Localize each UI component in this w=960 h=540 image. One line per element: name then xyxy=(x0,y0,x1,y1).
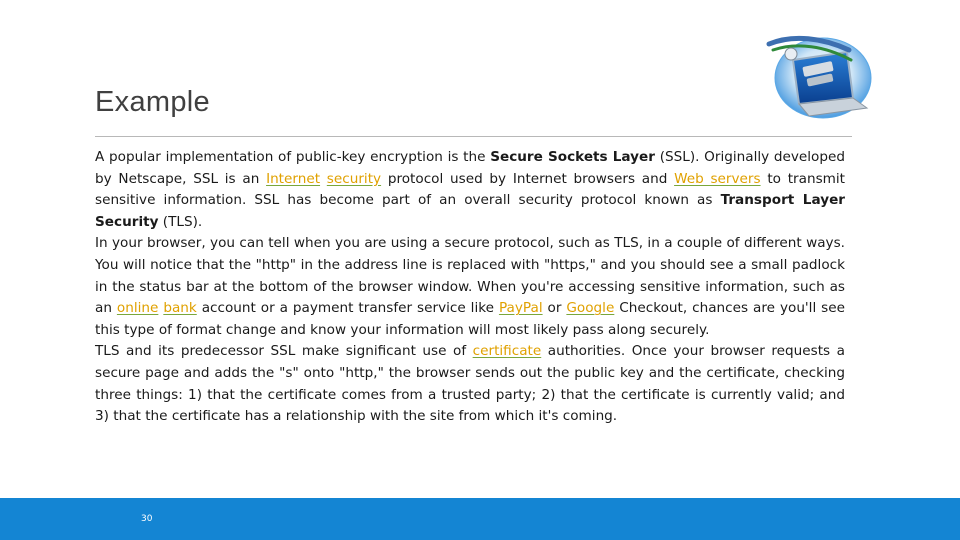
text-span xyxy=(320,171,327,187)
link-bank[interactable]: bank xyxy=(163,300,197,317)
term-transport-layer-security: Transport Layer Security xyxy=(95,192,845,230)
title-divider xyxy=(95,136,852,137)
footer-bar xyxy=(0,498,960,540)
link-paypal[interactable]: PayPal xyxy=(498,300,543,317)
text-span: A popular implementation of public-key encryption is the xyxy=(95,149,491,165)
term-secure-sockets-layer: Secure Sockets Layer xyxy=(490,149,655,165)
link-google[interactable]: Google xyxy=(566,300,615,317)
link-certificate[interactable]: certificate xyxy=(472,343,542,360)
text-span: TLS and its predecessor SSL make significant use of xyxy=(95,343,473,360)
text-span: or xyxy=(542,300,567,317)
text-span: protocol used by Internet browsers and xyxy=(381,170,675,187)
secure-network-laptop-icon xyxy=(763,30,875,120)
text-span: (SSL). Originally developed by Netscape, SSL is an xyxy=(95,149,845,187)
page-number: 30 xyxy=(141,514,153,524)
link-online[interactable]: online xyxy=(116,300,159,317)
text-span: account or a payment transfer service like xyxy=(196,300,499,317)
paragraph-browser-indicators xyxy=(95,233,845,341)
link-security[interactable]: security xyxy=(326,170,382,187)
link-web-servers[interactable]: Web servers xyxy=(674,170,761,187)
slide-title: Example xyxy=(95,86,210,118)
paragraph-certificates xyxy=(95,341,845,427)
text-span: In your browser, you can tell when you are using a secure protocol, such as TLS, in a couple of different ways. You will notice that the "http" in the address line is replaced with "https," and you should see a small padlock in the status bar at the bottom of the browser window. When you're accessing sensitive information, such as an xyxy=(95,235,845,317)
text-span: Checkout, chances are you'll see this type of format change and know your information will most likely pass along securely. xyxy=(95,300,845,338)
body-text xyxy=(95,147,845,428)
text-span: (TLS). xyxy=(158,213,203,230)
link-internet[interactable]: Internet xyxy=(266,170,321,187)
paragraph-ssl-intro xyxy=(95,147,845,233)
text-span: authorities. Once your browser requests a secure page and adds the "s" onto "http," the browser sends out the public key and the certificate, checking three things: 1) that the certificate comes from a trusted party; 2) that the certificate is currently valid; and 3) that the certificate has a relationship with the site from which it's coming. xyxy=(95,343,845,425)
text-span: to transmit sensitive information. SSL has become part of an overall security protocol known as xyxy=(95,170,845,209)
